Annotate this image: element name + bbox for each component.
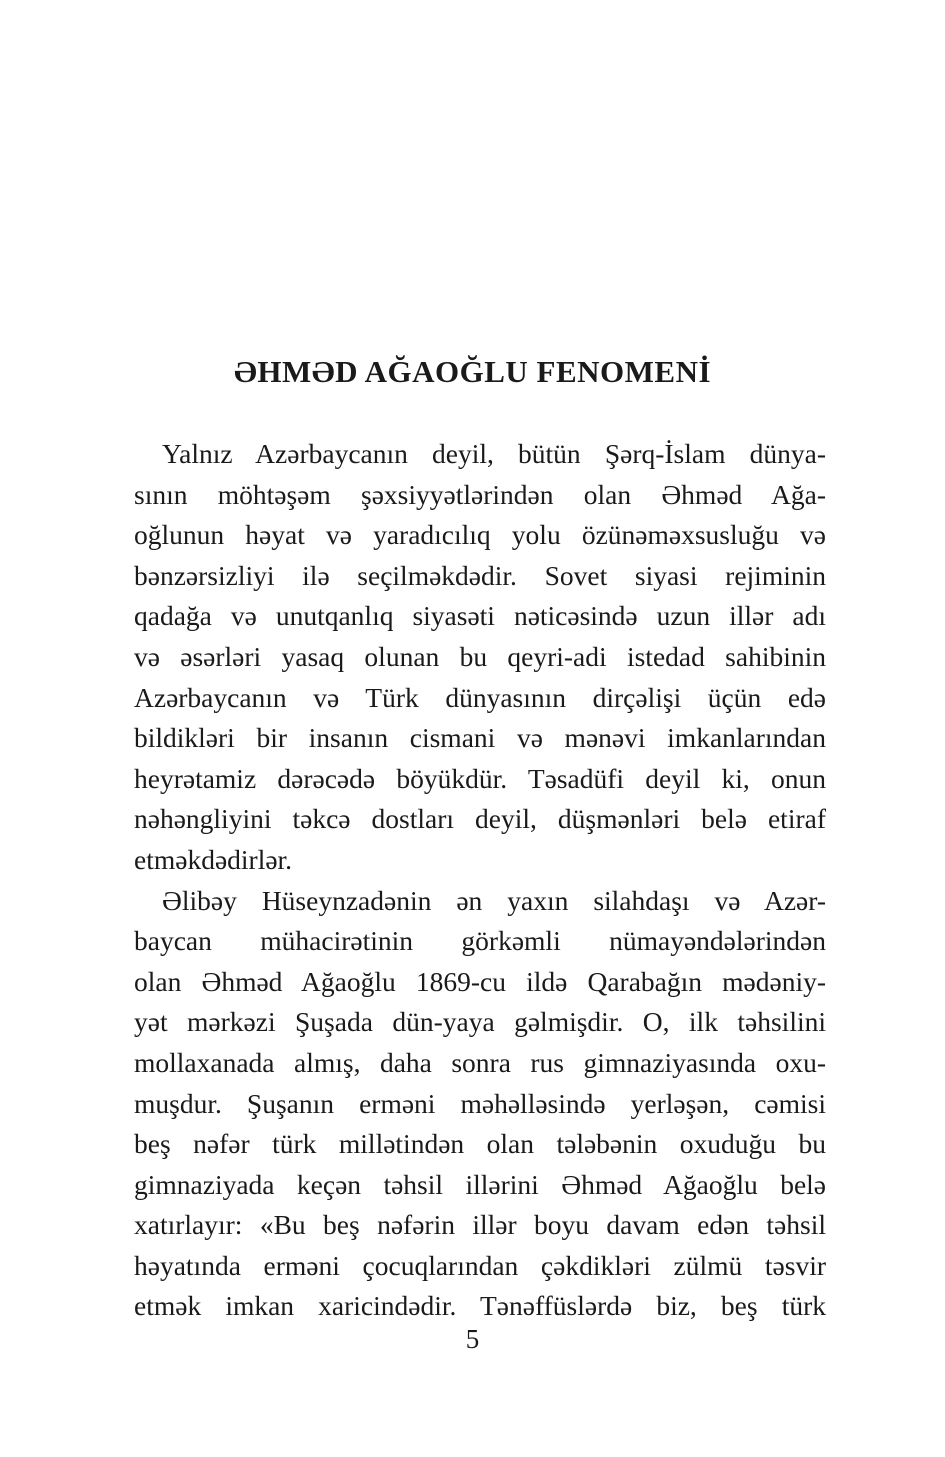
text-line: beş nəfər türk millətindən olan tələbənin oxuduğu bu <box>134 1128 826 1160</box>
text-line: və əsərləri yasaq olunan bu qeyri-adi istedad sahibinin <box>134 640 826 672</box>
text-line: etmək imkan xaricindədir. Tənəffüslərdə biz, beş türk <box>134 1290 826 1322</box>
text-line: yət mərkəzi Şuşada dün-yaya gəlmişdir. O, ilk təhsilini <box>134 1006 826 1038</box>
chapter-title: ƏHMƏD AĞAOĞLU FENOMENİ <box>233 354 712 389</box>
text-line: olan Əhməd Ağaoğlu 1869-cu ildə Qarabağın mədəniy- <box>134 965 826 997</box>
text-line: sının möhtəşəm şəxsiyyətlərindən olan Əhməd Ağa- <box>134 478 826 510</box>
text-line: bənzərsizliyi ilə seçilməkdədir. Sovet siyasi rejiminin <box>134 559 826 591</box>
page-number: 5 <box>465 1324 480 1354</box>
text-line: Yalnız Azərbaycanın deyil, bütün Şərq-İslam dünya- <box>162 438 826 469</box>
paragraph-1 <box>134 434 826 881</box>
text-line: heyrətamiz dərəcədə böyükdür. Təsadüfi deyil ki, onun <box>134 762 826 794</box>
text-line: mollaxanada almış, daha sonra rus gimnaziyasında oxu- <box>134 1046 826 1078</box>
text-line: Azərbaycanın və Türk dünyasının dirçəlişi üçün edə <box>134 681 826 713</box>
text-line: bildikləri bir insanın cismani və mənəvi imkanlarından <box>134 722 826 754</box>
text-line: etməkdədirlər. <box>134 843 293 875</box>
paragraph-2 <box>134 881 826 1328</box>
text-line: həyatında erməni çocuqlarından çəkdikləri zülmü təsvir <box>134 1249 826 1281</box>
text-line: qadağa və unutqanlıq siyasəti nəticəsində uzun illər adı <box>134 600 826 632</box>
text-line: baycan mühacirətinin görkəmli nümayəndələrindən <box>134 925 826 957</box>
text-line: oğlunun həyat və yaradıcılıq yolu özünəməxsusluğu və <box>134 519 826 551</box>
text-line: nəhəngliyini təkcə dostları deyil, düşmənləri belə etiraf <box>134 803 826 835</box>
body-text <box>134 434 826 1327</box>
text-line: gimnaziyada keçən təhsil illərini Əhməd Ağaoğlu belə <box>134 1168 826 1200</box>
text-line: xatırlayır: «Bu beş nəfərin illər boyu davam edən təhsil <box>134 1209 826 1241</box>
text-line: muşdur. Şuşanın erməni məhəlləsində yerləşən, cəmisi <box>134 1087 826 1119</box>
text-line: Əlibəy Hüseynzadənin ən yaxın silahdaşı və Azər- <box>162 884 826 916</box>
